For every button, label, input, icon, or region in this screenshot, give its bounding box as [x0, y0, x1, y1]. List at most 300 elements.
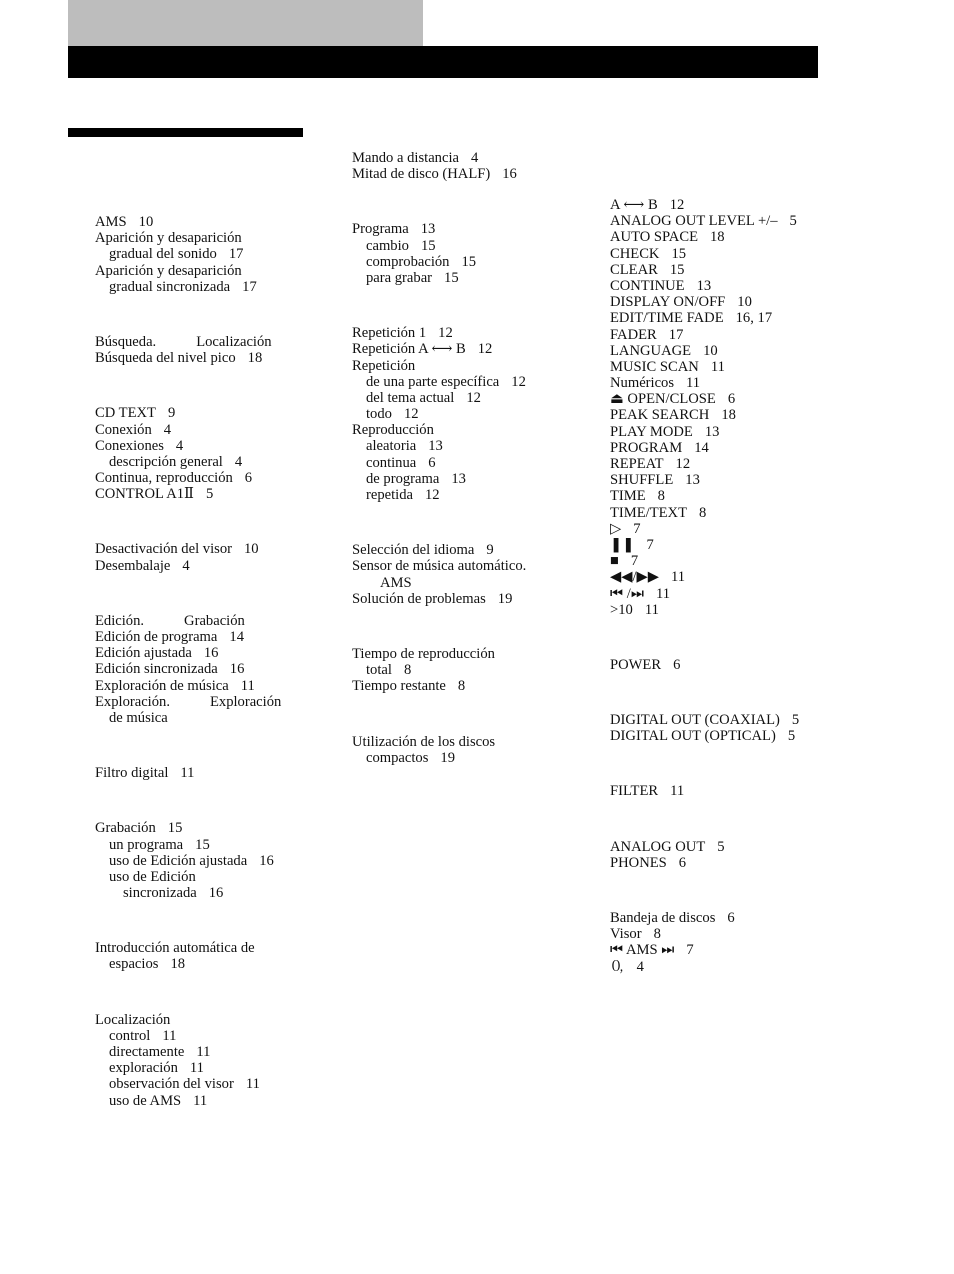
- index-entry: [95, 765, 305, 781]
- index-entry: [95, 1012, 305, 1028]
- index-entry: [95, 1093, 305, 1109]
- group-gap: [610, 618, 840, 657]
- page-number: 16: [259, 852, 274, 869]
- index-term: CONTINUE: [610, 277, 685, 294]
- index-entry: [95, 279, 305, 295]
- index-entry: [610, 602, 840, 618]
- page-number: 15: [444, 269, 459, 286]
- page-number: 18: [247, 350, 263, 367]
- header-tab: [68, 0, 423, 46]
- index-term: ◀◀/▶▶: [610, 569, 659, 586]
- index-term: cambio: [366, 237, 409, 254]
- index-entry: [352, 542, 562, 558]
- index-term: AMS: [380, 574, 412, 591]
- page-number: 6: [673, 656, 681, 673]
- page-number: 11: [240, 677, 255, 694]
- page-number: 12: [511, 373, 526, 390]
- index-term: todo: [366, 406, 392, 423]
- index-entry: [352, 325, 562, 341]
- index-entry: [95, 940, 305, 956]
- page-number: 17: [242, 278, 257, 295]
- page-number: 11: [710, 358, 725, 375]
- index-term: TIME: [610, 488, 646, 505]
- group-gap: [95, 295, 305, 334]
- page-number: 8: [457, 678, 466, 695]
- group-gap: [95, 502, 305, 541]
- index-entry: [95, 645, 305, 661]
- index-entry: [352, 471, 562, 487]
- index-entry: [352, 406, 562, 422]
- index-entry: [610, 728, 840, 744]
- page-number: 17: [668, 326, 684, 343]
- index-entry: [95, 613, 305, 629]
- group-gap: [95, 574, 305, 613]
- index-entry: [95, 230, 305, 246]
- index-term: aleatoria: [366, 438, 417, 455]
- page-number: 17: [228, 246, 244, 263]
- group-gap: [95, 973, 305, 1012]
- index-term: Conexión: [95, 421, 152, 438]
- page-number: 15: [671, 245, 687, 262]
- index-term: Aparición y desaparición: [95, 262, 242, 279]
- page-number: 11: [189, 1060, 204, 1077]
- index-entry: [352, 238, 562, 254]
- index-entry: [610, 521, 840, 537]
- index-column-1: [95, 150, 305, 1109]
- page-number: 11: [644, 601, 659, 618]
- index-entry: [95, 694, 305, 710]
- index-term: ⏮ AMS ⏭: [610, 942, 675, 959]
- page-number: 15: [420, 237, 436, 254]
- index-entry: [95, 820, 305, 836]
- group-gap: [352, 182, 562, 221]
- index-term: uso de Edición ajustada: [109, 852, 248, 869]
- index-column-3: [610, 150, 840, 975]
- page-number: 11: [180, 765, 195, 782]
- index-entry: [95, 1076, 305, 1092]
- index-term: repetida: [366, 487, 413, 503]
- page-number: 18: [710, 229, 725, 246]
- page-number: 6: [428, 454, 436, 471]
- page-number: 14: [229, 629, 244, 645]
- index-entry: [352, 678, 562, 694]
- page-number: 15: [195, 836, 210, 853]
- page-number: 7: [630, 553, 639, 570]
- group-gap: [352, 695, 562, 734]
- index-entry: [610, 327, 840, 343]
- index-entry: [610, 262, 840, 278]
- index-entry: [610, 278, 840, 294]
- index-entry: [352, 487, 562, 503]
- page-number: 12: [466, 389, 481, 406]
- index-entry: [352, 575, 562, 591]
- index-term: 🄁: [610, 958, 625, 975]
- index-entry: [610, 407, 840, 423]
- page-number: 12: [438, 325, 453, 342]
- index-entry: [610, 855, 840, 871]
- index-term: SHUFFLE: [610, 472, 674, 489]
- index-entry: [610, 942, 840, 958]
- index-term: ⏏ OPEN/CLOSE: [610, 391, 716, 408]
- index-entry: [610, 783, 840, 799]
- index-term: Búsqueda.: [95, 333, 157, 350]
- index-term: CHECK: [610, 245, 660, 262]
- index-entry: [610, 359, 840, 375]
- index-entry: [352, 438, 562, 454]
- group-gap: [352, 607, 562, 646]
- page-number: 4: [182, 557, 190, 574]
- group-gap: [95, 901, 305, 940]
- index-entry: [352, 358, 562, 374]
- page-number: 5: [791, 712, 800, 729]
- index-term: descripción general: [109, 453, 223, 470]
- index-term: Edición ajustada: [95, 645, 192, 662]
- index-term: Selección del idioma: [352, 542, 475, 559]
- index-entry: [352, 254, 562, 270]
- index-term: Repetición 1: [352, 325, 427, 342]
- page-number: 13: [428, 438, 443, 455]
- index-entry: [352, 221, 562, 237]
- index-term: Exploración de música: [95, 677, 229, 694]
- index-term: Continua, reproducción: [95, 470, 233, 487]
- page-number: 19: [440, 749, 456, 766]
- page-number: 19: [497, 590, 513, 607]
- page-number: 4: [163, 421, 172, 438]
- index-entry: [352, 662, 562, 678]
- page-number: 16, 17: [735, 310, 773, 327]
- index-entry: [610, 229, 840, 245]
- index-entry: [95, 1028, 305, 1044]
- index-term: del tema actual: [366, 389, 455, 406]
- index-term: de música: [109, 709, 168, 726]
- index-term: CONTROL A1Ⅱ: [95, 486, 194, 503]
- index-entry: [610, 472, 840, 488]
- index-term: A ⟷ B: [610, 197, 658, 213]
- index-term: gradual del sonido: [109, 246, 217, 263]
- index-term: AMS: [95, 214, 127, 230]
- index-entry: [352, 646, 562, 662]
- index-term: gradual sincronizada: [109, 278, 231, 295]
- index-entry: [95, 837, 305, 853]
- index-term: ⏮ /⏭: [610, 585, 644, 602]
- index-entry: [95, 405, 305, 421]
- page-number: 16: [502, 166, 517, 183]
- index-entry: [352, 422, 562, 438]
- page-number: 8: [657, 488, 665, 505]
- index-entry: [95, 869, 305, 885]
- index-entry: [95, 1044, 305, 1060]
- index-term: ■: [610, 553, 619, 570]
- index-term: Repetición A ⟷ B: [352, 341, 466, 358]
- page-number: 11: [670, 569, 686, 586]
- index-entry: [610, 424, 840, 440]
- index-entry: [352, 166, 562, 182]
- page-number: 13: [420, 221, 436, 238]
- index-entry: [610, 839, 840, 855]
- index-term: PLAY MODE: [610, 423, 693, 440]
- group-gap: [95, 781, 305, 820]
- index-term: Grabación: [95, 820, 156, 837]
- page-number: 12: [425, 487, 440, 503]
- index-entry: [95, 661, 305, 677]
- index-term: Edición.: [95, 612, 145, 629]
- see-also-reference: Grabación: [184, 612, 245, 629]
- page-number: 13: [451, 470, 466, 487]
- index-entry: [610, 294, 840, 310]
- page-number: 13: [704, 423, 720, 440]
- page-number: 7: [633, 520, 641, 537]
- page-number: 4: [471, 150, 479, 166]
- see-also-reference: Exploración: [209, 693, 282, 710]
- index-term: Tiempo restante: [352, 678, 446, 695]
- index-term: CD TEXT: [95, 405, 156, 422]
- page-number: 5: [787, 728, 796, 745]
- group-gap: [95, 726, 305, 765]
- page-number: 8: [403, 662, 412, 679]
- group-gap: [95, 366, 305, 405]
- index-term: Exploración.: [95, 693, 170, 710]
- group-gap: [610, 800, 840, 839]
- index-entry: [610, 505, 840, 521]
- page-number: 11: [686, 375, 701, 392]
- index-term: Sensor de música automático.: [352, 558, 527, 575]
- page-number: 6: [727, 910, 735, 926]
- page-number: 11: [193, 1092, 208, 1109]
- index-column-2: [352, 150, 562, 766]
- page-number: 4: [234, 453, 243, 470]
- index-term: Conexiones: [95, 437, 164, 454]
- page-number: 18: [170, 956, 186, 973]
- index-entry: [610, 213, 840, 229]
- index-entry: [95, 263, 305, 279]
- page-number: 8: [699, 504, 707, 521]
- index-term: Mitad de disco (HALF): [352, 166, 491, 183]
- index-entry: [95, 486, 305, 502]
- page-number: 10: [138, 214, 154, 230]
- index-entry: [95, 422, 305, 438]
- index-term: Repetición: [352, 357, 416, 374]
- page-number: 11: [162, 1027, 177, 1044]
- index-entry: [610, 586, 840, 602]
- group-gap: [610, 673, 840, 712]
- index-entry: [95, 710, 305, 726]
- index-term: Localización: [95, 1011, 171, 1028]
- index-term: PHONES: [610, 854, 667, 871]
- index-entry: [610, 553, 840, 569]
- index-entry: [610, 926, 840, 942]
- index-term: Edición sincronizada: [95, 661, 218, 678]
- index-term: control: [109, 1027, 151, 1044]
- index-term: CLEAR: [610, 261, 658, 278]
- index-term: Desembalaje: [95, 557, 171, 574]
- group-gap: [352, 286, 562, 325]
- index-term: Numéricos: [610, 375, 675, 392]
- index-term: EDIT/TIME FADE: [610, 310, 724, 327]
- index-entry: [95, 334, 305, 350]
- page-number: 13: [696, 277, 712, 294]
- index-term: Bandeja de discos: [610, 910, 716, 926]
- index-term: Utilización de los discos: [352, 733, 496, 750]
- page-number: 15: [461, 253, 477, 270]
- index-entry: [95, 885, 305, 901]
- index-entry: [610, 910, 840, 926]
- index-term: un programa: [109, 836, 184, 853]
- page-number: 11: [670, 783, 685, 800]
- index-term: Visor: [610, 926, 642, 943]
- page-number: 4: [636, 958, 644, 975]
- index-entry: [95, 629, 305, 645]
- index-entry: [352, 455, 562, 471]
- page-number: 12: [675, 456, 691, 472]
- index-entry: [352, 341, 562, 357]
- index-entry: [95, 1060, 305, 1076]
- page-number: 11: [245, 1076, 260, 1093]
- index-entry: [610, 712, 840, 728]
- page-number: 16: [229, 661, 245, 678]
- page-number: 5: [717, 838, 725, 855]
- index-term: DIGITAL OUT (OPTICAL): [610, 728, 776, 745]
- group-gap: [352, 503, 562, 542]
- index-entry: [610, 440, 840, 456]
- index-term: Solución de problemas: [352, 590, 486, 607]
- index-term: Desactivación del visor: [95, 541, 232, 558]
- index-entry: [95, 558, 305, 574]
- page-number: 4: [175, 437, 184, 454]
- index-entry: [352, 390, 562, 406]
- index-term: uso de Edición: [109, 868, 196, 885]
- index-term: POWER: [610, 656, 662, 673]
- page-number: 11: [196, 1044, 211, 1060]
- index-term: sincronizada: [123, 885, 197, 902]
- index-term: observación del visor: [109, 1076, 234, 1093]
- index-term: Reproducción: [352, 422, 434, 439]
- index-entry: [610, 391, 840, 407]
- index-term: PROGRAM: [610, 439, 683, 456]
- index-entry: [352, 150, 562, 166]
- index-entry: [610, 488, 840, 504]
- index-term: compactos: [366, 749, 429, 766]
- index-entry: [95, 438, 305, 454]
- see-also-reference: Localización: [196, 333, 272, 350]
- index-term: REPEAT: [610, 456, 664, 472]
- index-term: Tiempo de reproducción: [352, 645, 495, 662]
- index-entry: [95, 214, 305, 230]
- index-term: AUTO SPACE: [610, 229, 698, 246]
- page-number: 7: [646, 536, 654, 553]
- index-entry: [352, 750, 562, 766]
- page-number: 14: [694, 439, 709, 456]
- index-term: Programa: [352, 221, 409, 238]
- group-gap: [610, 871, 840, 910]
- index-term: LANGUAGE: [610, 342, 692, 359]
- header-bar: [68, 46, 818, 78]
- page-number: 7: [686, 942, 694, 959]
- page-number: 10: [737, 294, 752, 311]
- index-entry: [95, 541, 305, 557]
- index-term: MUSIC SCAN: [610, 358, 699, 375]
- index-term: DIGITAL OUT (COAXIAL): [610, 712, 780, 729]
- page-number: 10: [243, 541, 259, 558]
- index-term: Mando a distancia: [352, 150, 459, 166]
- index-entry: [352, 374, 562, 390]
- index-entry: [610, 657, 840, 673]
- index-term: exploración: [109, 1060, 178, 1077]
- index-term: Búsqueda del nivel pico: [95, 350, 236, 367]
- page-number: 18: [721, 407, 736, 424]
- index-term: PEAK SEARCH: [610, 407, 710, 424]
- index-term: Edición de programa: [95, 629, 218, 645]
- index-term: Aparición y desaparición: [95, 230, 242, 247]
- index-entry: [95, 350, 305, 366]
- index-entry: [95, 853, 305, 869]
- index-entry: [610, 310, 840, 326]
- index-term: total: [366, 662, 392, 679]
- index-term: continua: [366, 454, 417, 471]
- page-number: 6: [678, 854, 687, 871]
- index-term: DISPLAY ON/OFF: [610, 294, 726, 311]
- index-term: ANALOG OUT LEVEL +/–: [610, 213, 778, 230]
- page-number: 12: [477, 341, 493, 358]
- page-number: 6: [244, 470, 253, 487]
- index-entry: [95, 454, 305, 470]
- index-entry: [95, 246, 305, 262]
- index-entry: [352, 558, 562, 574]
- index-entry: [610, 375, 840, 391]
- index-entry: [610, 569, 840, 585]
- page-number: 9: [486, 542, 494, 559]
- page-number: 5: [789, 213, 797, 230]
- index-term: uso de AMS: [109, 1092, 182, 1109]
- page-number: 9: [167, 405, 176, 422]
- index-term: FADER: [610, 326, 657, 343]
- index-entry: [352, 591, 562, 607]
- page-number: 13: [685, 472, 700, 489]
- index-term: >10: [610, 601, 633, 618]
- group-gap: [610, 744, 840, 783]
- index-term: de programa: [366, 470, 440, 487]
- page-number: 15: [669, 261, 685, 278]
- index-term: directamente: [109, 1044, 185, 1060]
- index-entry: [610, 197, 840, 213]
- index-term: Filtro digital: [95, 765, 169, 782]
- page-number: 16: [203, 645, 219, 662]
- page-number: 11: [655, 585, 671, 602]
- index-entry: [610, 343, 840, 359]
- index-entry: [352, 270, 562, 286]
- index-term: TIME/TEXT: [610, 504, 688, 521]
- index-term: ▷: [610, 520, 622, 537]
- index-entry: [610, 456, 840, 472]
- section-rule: [68, 128, 303, 137]
- index-entry: [95, 956, 305, 972]
- page-number: 6: [727, 391, 736, 408]
- index-term: ANALOG OUT: [610, 838, 706, 855]
- index-entry: [95, 678, 305, 694]
- index-term: espacios: [109, 956, 159, 973]
- index-entry: [610, 246, 840, 262]
- index-term: de una parte específica: [366, 373, 500, 390]
- page-number: 5: [205, 486, 214, 503]
- index-term: ❚❚: [610, 536, 635, 553]
- index-entry: [352, 734, 562, 750]
- page-number: 8: [653, 926, 661, 943]
- page-number: 12: [403, 406, 419, 423]
- page-number: 16: [208, 885, 224, 902]
- page-number: 10: [703, 342, 718, 359]
- page-number: 15: [167, 820, 183, 837]
- index-term: Introducción automática de: [95, 940, 255, 957]
- index-term: para grabar: [366, 269, 433, 286]
